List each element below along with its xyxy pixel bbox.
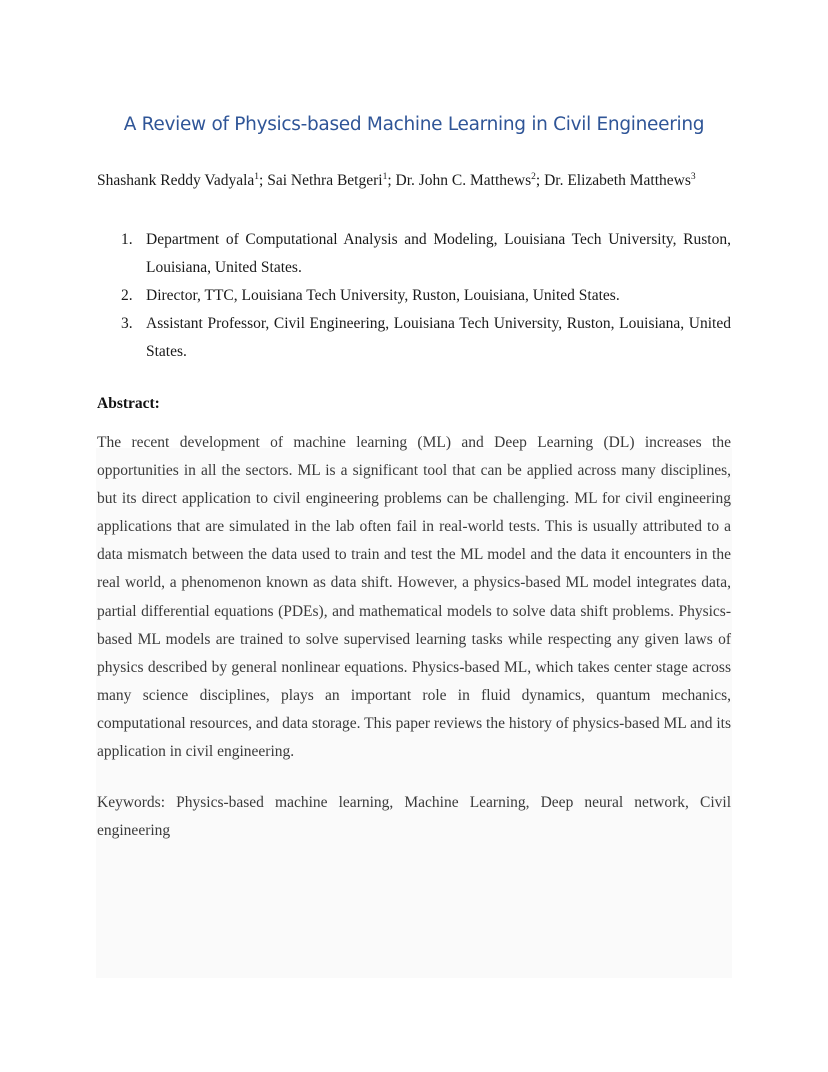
author-separator: ; — [259, 172, 268, 189]
author-name: Dr. Elizabeth Matthews — [544, 172, 691, 189]
author-affil-mark: 1 — [254, 172, 260, 182]
author-affil-mark: 3 — [690, 172, 696, 182]
author-name: Sai Nethra Betgeri — [267, 172, 383, 189]
affiliation-number: 1. — [121, 231, 133, 248]
affiliation-text: Assistant Professor, Civil Engineering, Louisiana Tech University, Ruston, Louisiana, United States. — [146, 315, 731, 360]
abstract-heading: Abstract: — [97, 395, 160, 412]
author-line — [97, 172, 737, 190]
affiliation-item — [97, 282, 731, 310]
keywords-paragraph: Keywords: Physics-based machine learning, Machine Learning, Deep neural network, Civil engineering — [97, 794, 731, 840]
author-name: Dr. John C. Matthews — [395, 172, 532, 189]
affiliation-list — [97, 226, 731, 366]
affiliation-number: 3. — [121, 315, 133, 332]
author-affil-mark: 2 — [531, 172, 536, 182]
affiliation-item — [97, 310, 731, 366]
author-affil-mark: 1 — [382, 172, 388, 182]
affiliation-text: Department of Computational Analysis and Modeling, Louisiana Tech University, Ruston, Louisiana, United States. — [146, 231, 731, 276]
author-separator: ; — [387, 172, 396, 189]
affiliation-item — [97, 226, 731, 282]
paper-title: A Review of Physics-based Machine Learning in Civil Engineering — [123, 114, 705, 135]
author-name: Shashank Reddy Vadyala — [97, 172, 255, 189]
affiliation-number: 2. — [121, 287, 133, 304]
abstract-paragraph: The recent development of machine learning (ML) and Deep Learning (DL) increases the opportunities in all the sectors. ML is a significant tool that can be applied across many disciplines, but its direct application to civil engineering problems can be challenging. ML for civil engineering applications that are simulated in the lab often fail in real-world tests. This is usually attributed to a data mismatch between the data used to train and test the ML model and the data it encounters in the real world, a phenomenon known as data shift. However, a physics-based ML model integrates data, partial differential equations (PDEs), and mathematical models to solve data shift problems. Physics-based ML models are trained to solve supervised learning tasks while respecting any given laws of physics described by general nonlinear equations. Physics-based ML, which takes center stage across many science disciplines, plays an important role in fluid dynamics, quantum mechanics, computational resources, and data storage. This paper reviews the history of physics-based ML and its application in civil engineering. — [97, 434, 731, 761]
affiliation-text: Director, TTC, Louisiana Tech University, Ruston, Louisiana, United States. — [146, 287, 620, 304]
author-separator: ; — [535, 172, 545, 189]
